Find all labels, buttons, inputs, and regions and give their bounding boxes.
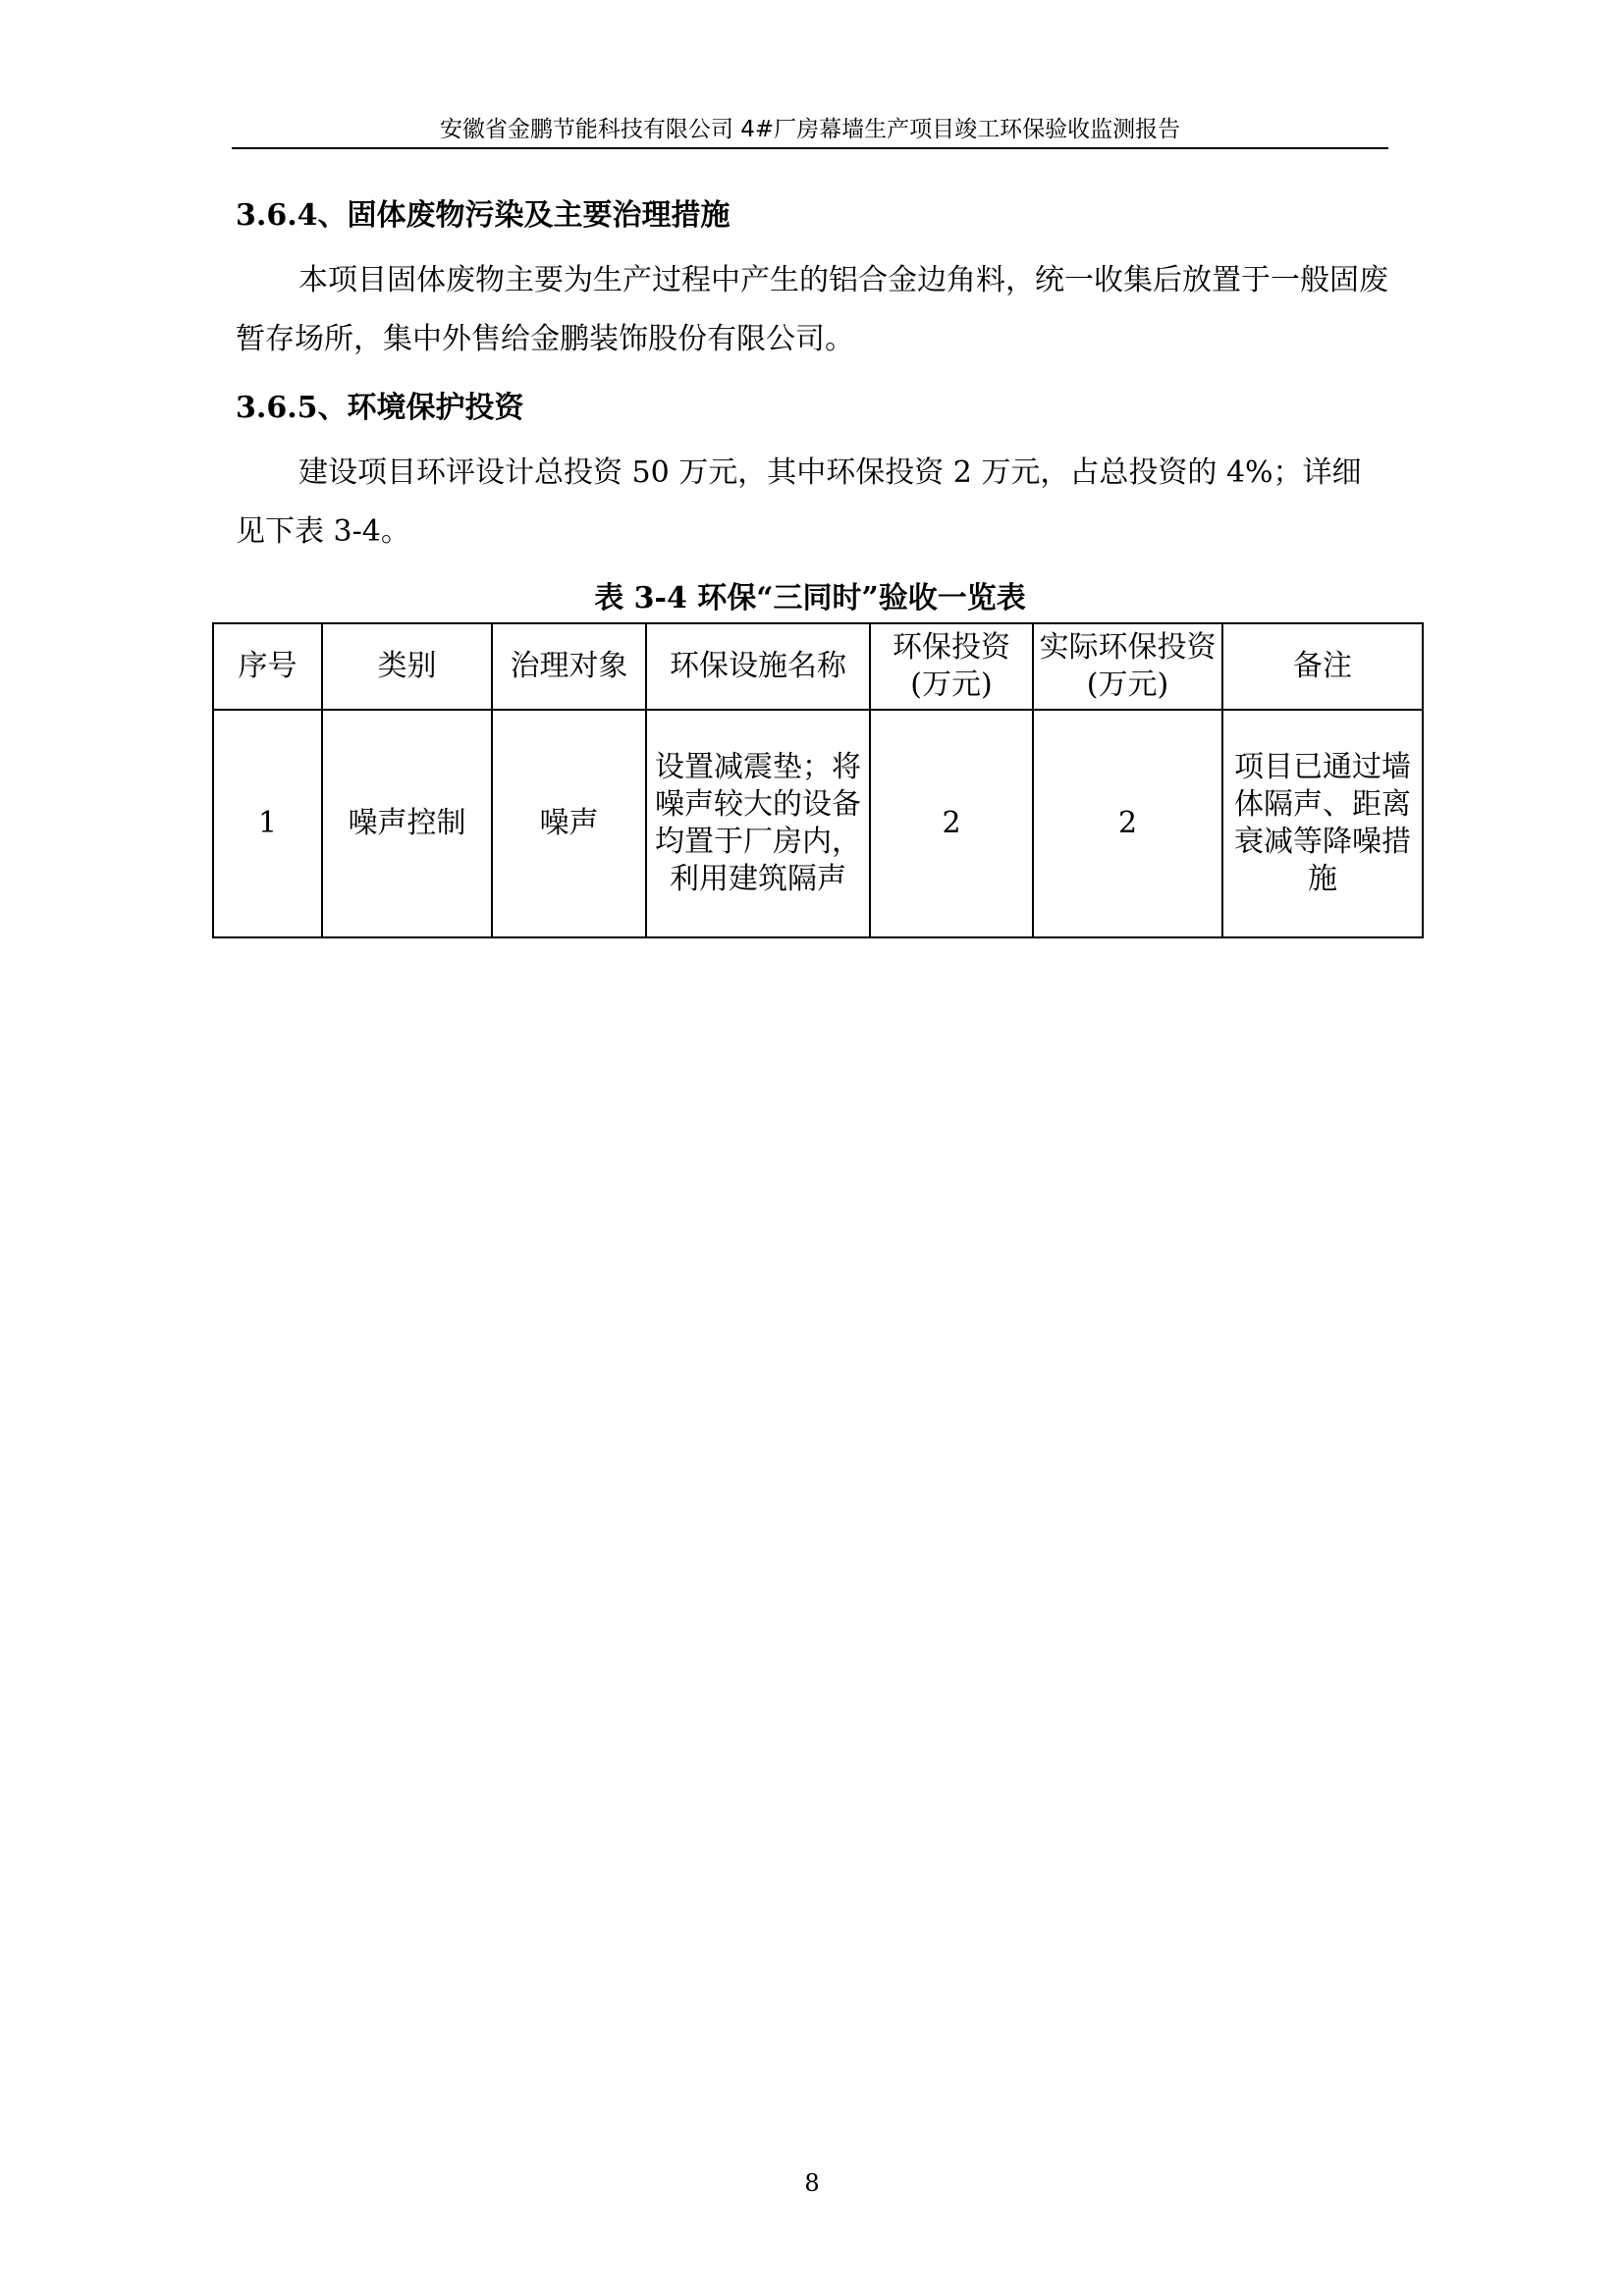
table-cell: 设置减震垫；将噪声较大的设备均置于厂房内，利用建筑隔声: [646, 710, 870, 937]
table-cell: 1: [213, 710, 322, 937]
column-header: 类别: [322, 623, 492, 710]
table-row: [213, 710, 1423, 937]
table-caption: 表 3-4 环保“三同时”验收一览表: [594, 581, 1026, 615]
section-heading-investment: 3.6.5、环境保护投资: [236, 391, 524, 425]
section-paragraph-investment: 建设项目环评设计总投资 50 万元，其中环保投资 2 万元，占总投资的 4%；详细见下表 3-4。: [236, 455, 1362, 549]
column-header: 实际环保投资(万元): [1033, 623, 1222, 710]
section-heading-solid-waste: 3.6.4、固体废物污染及主要治理措施: [236, 198, 731, 233]
table-cell: 2: [1033, 710, 1222, 937]
column-header: 环保投资(万元): [870, 623, 1033, 710]
table-header-row: [213, 623, 1423, 710]
column-header: 环保设施名称: [646, 623, 870, 710]
acceptance-table: [212, 622, 1424, 938]
column-header: 治理对象: [492, 623, 646, 710]
running-header: 安徽省金鹏节能科技有限公司 4#厂房幕墙生产项目竣工环保验收监测报告: [439, 117, 1181, 142]
table-cell: 噪声控制: [322, 710, 492, 937]
column-header: 备注: [1222, 623, 1423, 710]
page-number: 8: [804, 2169, 820, 2197]
column-header: 序号: [213, 623, 322, 710]
header-rule: [232, 147, 1388, 149]
table-cell: 项目已通过墙体隔声、距离衰减等降噪措施: [1222, 710, 1423, 937]
section-paragraph-solid-waste: 本项目固体废物主要为生产过程中产生的铝合金边角料，统一收集后放置于一般固废暂存场所，集中外售给金鹏装饰股份有限公司。: [236, 263, 1388, 356]
table-cell: 2: [870, 710, 1033, 937]
table-cell: 噪声: [492, 710, 646, 937]
